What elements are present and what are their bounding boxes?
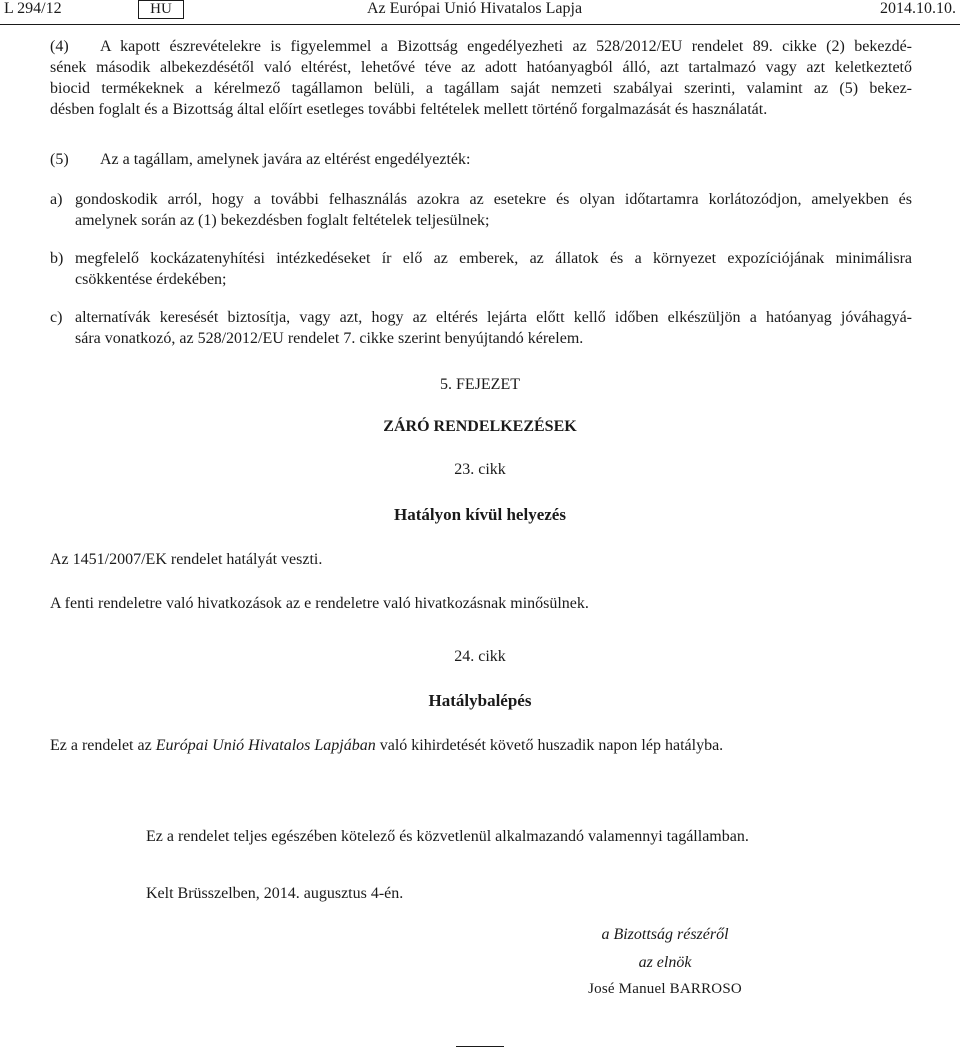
paragraph-5-intro — [50, 149, 912, 170]
chapter-title: ZÁRÓ RENDELKEZÉSEK — [383, 418, 577, 435]
point-b-label: b) — [50, 250, 64, 267]
point-c-label: c) — [50, 309, 63, 326]
paragraph-4-number: (4) — [50, 38, 69, 55]
article-24-text-before: Ez a rendelet az — [50, 737, 156, 754]
article-23-text-1: Az 1451/2007/EK rendelet hatályát veszti. — [50, 551, 323, 568]
article-24-text-after: való kihirdetését követő huszadik napon lép hatályba. — [375, 737, 724, 754]
point-b-line-1: megfelelő kockázatenyhítési intézkedéseket ír elő az emberek, az állatok és a környezet expozíciójának minimálisra — [75, 250, 912, 267]
article-23-text-2: A fenti rendeletre való hivatkozások az e rendeletre való hivatkozásnak minősülnek. — [50, 595, 589, 612]
paragraph-4-line-4: désben foglalt és a Bizottság által előírt esetleges további feltételek mellett történő forgalmazását és használatát. — [50, 101, 768, 118]
paragraph-5-intro-text: Az a tagállam, amelynek javára az eltérést engedélyezték: — [100, 151, 471, 168]
article-23-number — [0, 461, 960, 479]
article-23-number-text: 23. cikk — [454, 461, 506, 478]
paragraph-4-text-start: A kapott észrevételekre is figyelemmel a Bizottság engedélyezheti az 528/2012/EU rendelet 89. cikke (2) bekezdé- — [100, 38, 912, 55]
chapter-number: 5. FEJEZET — [440, 376, 520, 393]
page-reference: L 294/12 — [4, 0, 62, 17]
header-divider — [0, 24, 960, 25]
signatory-name: José Manuel BARROSO — [588, 981, 742, 997]
article-24-title: Hatálybalépés — [428, 691, 532, 710]
signature-on-behalf: a Bizottság részéről — [601, 926, 729, 943]
paragraph-4-line-3: biocid termékeknek a kérelmező tagállamon belüli, a tagállam saját nemzeti szabályai szerinti, valamint az (5) bekez- — [50, 80, 912, 97]
official-journal-reference: Európai Unió Hivatalos Lapjában — [155, 737, 376, 754]
point-b-line-2: csökkentése érdekében; — [75, 271, 227, 288]
article-24-text — [50, 735, 912, 756]
paragraph-4-line-1 — [50, 36, 912, 57]
article-24-number: 24. cikk — [454, 648, 506, 665]
language-badge: HU — [138, 0, 184, 19]
point-c — [50, 307, 912, 349]
point-b — [50, 248, 912, 290]
journal-title: Az Európai Unió Hivatalos Lapja — [367, 0, 583, 17]
point-c-line-2: sára vonatkozó, az 528/2012/EU rendelet 7. cikke szerint benyújtandó kérelem. — [75, 330, 584, 347]
signature-role: az elnök — [638, 954, 692, 971]
publication-date: 2014.10.10. — [880, 0, 956, 17]
article-23-title: Hatályon kívül helyezés — [394, 505, 566, 524]
paragraph-4-line-2: sének második albekezdésétől való eltérést, lehetővé téve az adott hatóanyagból álló, azt tartalmazó vagy azt keletkeztető — [50, 59, 912, 76]
point-a-line-2: amelynek során az (1) bekezdésben foglalt feltételek teljesülnek; — [75, 212, 490, 229]
footer-divider — [456, 1046, 504, 1047]
place-and-date: Kelt Brüsszelben, 2014. augusztus 4-én. — [146, 885, 404, 902]
binding-statement: Ez a rendelet teljes egészében kötelező és közvetlenül alkalmazandó valamennyi tagállamban. — [146, 828, 749, 845]
point-a-line-1: gondoskodik arról, hogy a további felhasználás azokra az esetekre és olyan időtartamra korlátozódjon, amelyekben és — [75, 191, 912, 208]
page-header — [4, 0, 956, 24]
paragraph-5-number: (5) — [50, 151, 69, 168]
point-c-line-1: alternatívák keresését biztosítja, vagy azt, hogy az eltérés lejárta előtt kellő időben elkészüljön a hatóanyag jóváhagyá- — [75, 309, 912, 326]
point-a-label: a) — [50, 191, 63, 208]
point-a — [50, 189, 912, 231]
